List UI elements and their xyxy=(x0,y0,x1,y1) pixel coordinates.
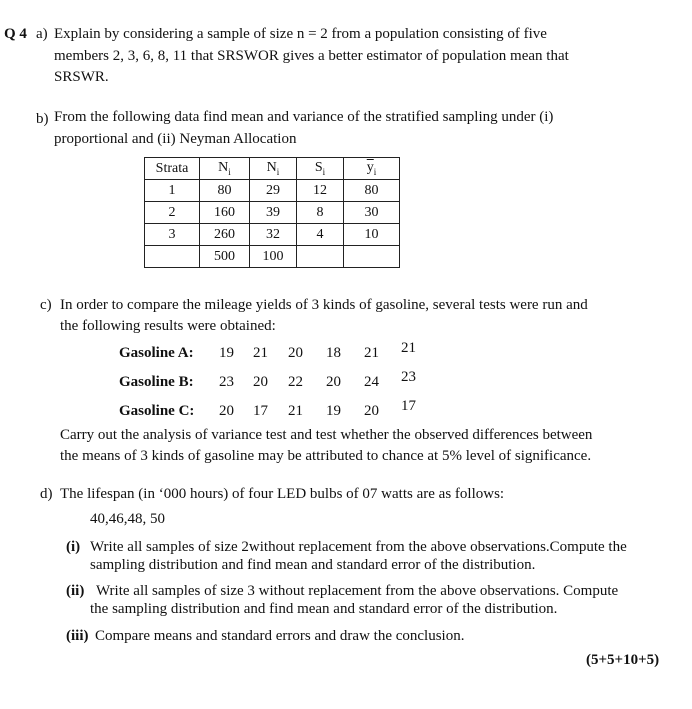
table-total-row xyxy=(145,246,400,268)
table-cell: 80 xyxy=(200,180,250,202)
table-cell: 260 xyxy=(200,224,250,246)
part-c-label: c) xyxy=(40,297,52,313)
table-cell: 8 xyxy=(297,202,344,224)
table-row xyxy=(145,224,400,246)
table-header-cell: Strata xyxy=(145,158,200,180)
part-a-line-2: members 2, 3, 6, 8, 11 that SRSWOR gives a better estimator of population mean that xyxy=(54,48,569,64)
gasoline-c-value: 21 xyxy=(288,403,303,419)
table-cell: 4 xyxy=(297,224,344,246)
subpart-iii-line-1: Compare means and standard errors and draw the conclusion. xyxy=(95,628,465,644)
subpart-i-line-1: Write all samples of size 2without replacement from the above observations.Compute the xyxy=(90,539,627,555)
part-c-line-1: In order to compare the mileage yields of 3 kinds of gasoline, several tests were run and xyxy=(60,297,588,313)
part-d-line-1: The lifespan (in ‘000 hours) of four LED bulbs of 07 watts are as follows: xyxy=(60,486,505,502)
part-c-line-4: the means of 3 kinds of gasoline may be attributed to chance at 5% level of significance. xyxy=(60,448,592,464)
gasoline-b-value: 22 xyxy=(288,374,303,390)
table-cell: 32 xyxy=(250,224,297,246)
subpart-i-label: (i) xyxy=(66,539,81,555)
subpart-i-line-2: sampling distribution and find mean and standard error of the distribution. xyxy=(90,557,536,573)
table-header-cell: $\overline{y}_i$ xyxy=(344,158,400,180)
part-a-line-3: SRSWR. xyxy=(54,69,109,85)
gasoline-b-value: 20 xyxy=(326,374,341,390)
gasoline-a-value: 20 xyxy=(288,345,303,361)
subpart-ii-line-1: Write all samples of size 3 without replacement from the above observations. Compute xyxy=(96,583,619,599)
gasoline-c-label: Gasoline C: xyxy=(119,403,195,419)
gasoline-a-value: 21 xyxy=(401,340,416,356)
table-cell: 80 xyxy=(344,180,400,202)
gasoline-a-value: 21 xyxy=(364,345,379,361)
part-b-line-2: proportional and (ii) Neyman Allocation xyxy=(54,131,297,147)
table-header-row xyxy=(145,158,400,180)
gasoline-b-value: 20 xyxy=(253,374,268,390)
gasoline-b-value: 23 xyxy=(219,374,234,390)
table-cell xyxy=(145,246,200,268)
gasoline-b-value: 24 xyxy=(364,374,379,390)
gasoline-b-value: 23 xyxy=(401,369,416,385)
gasoline-a-value: 21 xyxy=(253,345,268,361)
table-header-cell: $N_i$ xyxy=(250,158,297,180)
subpart-ii-label: (ii) xyxy=(66,583,85,599)
table-row xyxy=(145,180,400,202)
table-cell: 10 xyxy=(344,224,400,246)
marks-distribution: (5+5+10+5) xyxy=(586,652,660,668)
gasoline-c-value: 17 xyxy=(401,398,416,414)
table-cell: 2 xyxy=(145,202,200,224)
subpart-ii-line-2: the sampling distribution and find mean and standard error of the distribution. xyxy=(90,601,558,617)
part-a-label: a) xyxy=(36,26,48,42)
question-number: Q 4 xyxy=(4,26,27,42)
strata-table xyxy=(144,157,400,268)
part-d-label: d) xyxy=(40,486,53,502)
part-a-line-1: Explain by considering a sample of size n = 2 from a population consisting of five xyxy=(54,26,547,42)
part-d-data: 40,46,48, 50 xyxy=(90,511,165,527)
table-cell: 3 xyxy=(145,224,200,246)
gasoline-a-value: 18 xyxy=(326,345,341,361)
table-cell: 160 xyxy=(200,202,250,224)
gasoline-c-value: 20 xyxy=(364,403,379,419)
table-cell: 29 xyxy=(250,180,297,202)
table-row xyxy=(145,202,400,224)
table-cell xyxy=(344,246,400,268)
table-header-cell: $N_i$ xyxy=(200,158,250,180)
table-cell: 500 xyxy=(200,246,250,268)
gasoline-b-label: Gasoline B: xyxy=(119,374,194,390)
table-cell: 39 xyxy=(250,202,297,224)
table-cell xyxy=(297,246,344,268)
table-header-cell: $S_i$ xyxy=(297,158,344,180)
part-b-label: b) xyxy=(36,111,49,127)
gasoline-c-value: 19 xyxy=(326,403,341,419)
table-cell: 100 xyxy=(250,246,297,268)
gasoline-a-value: 19 xyxy=(219,345,234,361)
gasoline-a-label: Gasoline A: xyxy=(119,345,194,361)
table-cell: 12 xyxy=(297,180,344,202)
subpart-iii-label: (iii) xyxy=(66,628,89,644)
part-c-line-2: the following results were obtained: xyxy=(60,318,276,334)
table-cell: 1 xyxy=(145,180,200,202)
gasoline-c-value: 17 xyxy=(253,403,268,419)
gasoline-c-value: 20 xyxy=(219,403,234,419)
part-b-line-1: From the following data find mean and variance of the stratified sampling under (i) xyxy=(54,109,554,125)
table-cell: 30 xyxy=(344,202,400,224)
part-c-line-3: Carry out the analysis of variance test and test whether the observed differences between xyxy=(60,427,593,443)
